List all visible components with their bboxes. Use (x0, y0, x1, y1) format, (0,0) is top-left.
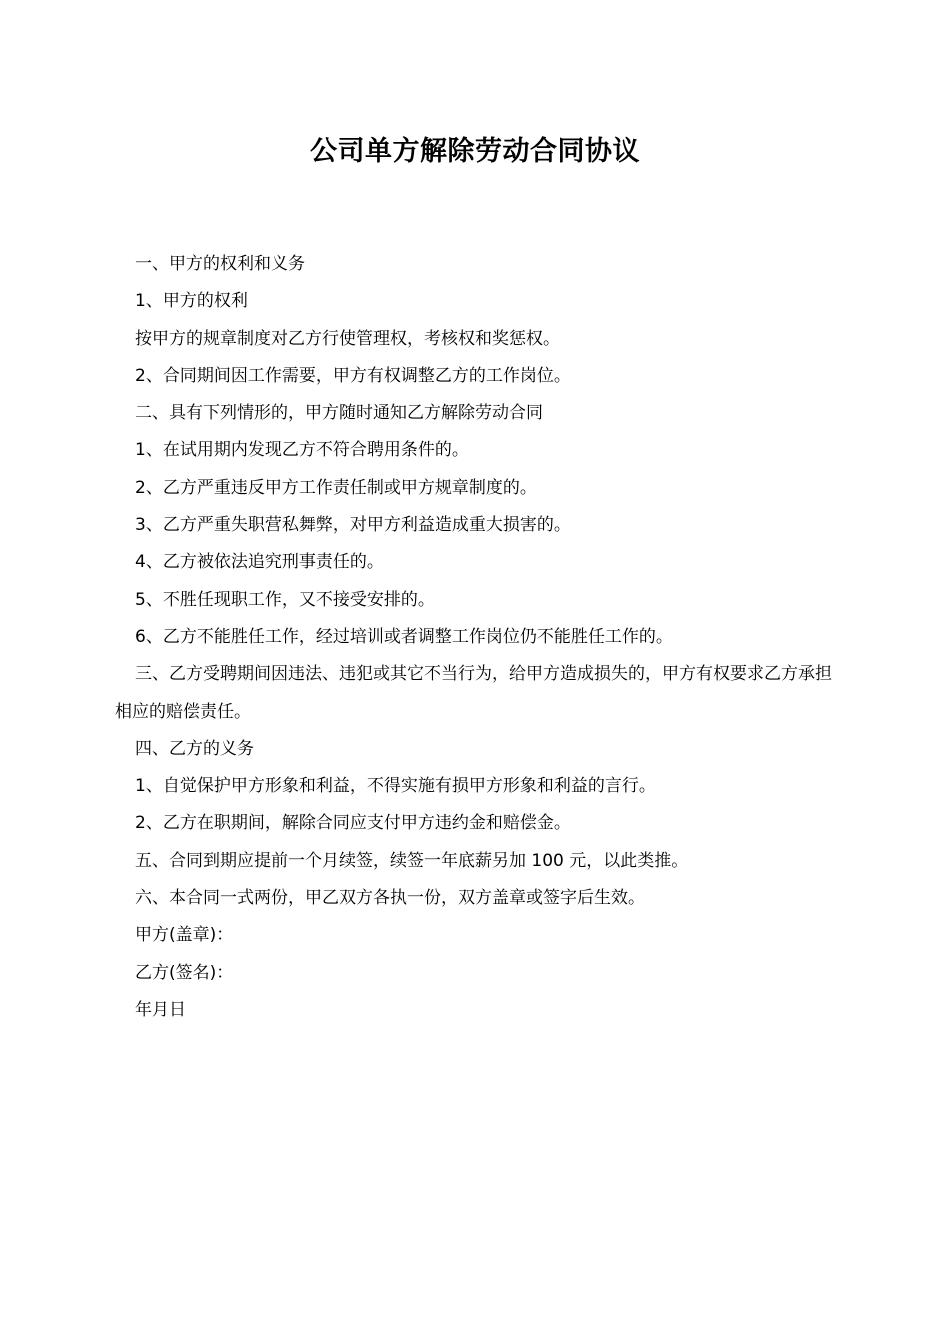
party-a-signature-line: 甲方(盖章)： (135, 925, 234, 946)
list-item: 1、自觉保护甲方形象和利益，不得实施有损甲方形象和利益的言行。 (135, 776, 656, 797)
list-item: 3、乙方严重失职营私舞弊，对甲方利益造成重大损害的。 (135, 515, 571, 536)
list-item: 2、乙方严重违反甲方工作责任制或甲方规章制度的。 (135, 477, 537, 498)
date-line: 年月日 (135, 999, 186, 1020)
document-body (115, 246, 840, 1029)
paragraph: 2、合同期间因工作需要，甲方有权调整乙方的工作岗位。 (135, 365, 571, 386)
section-heading-1: 一、甲方的权利和义务 (135, 254, 305, 274)
list-item: 6、乙方不能胜任工作，经过培训或者调整工作岗位仍不能胜任工作的。 (135, 626, 673, 647)
party-b-signature-line: 乙方(签名)： (135, 962, 234, 983)
section-paragraph-5: 五、合同到期应提前一个月续签，续签一年底薪另加 100 元，以此类推。 (135, 850, 689, 871)
document-title: 公司单方解除劳动合同协议 (310, 136, 640, 167)
section-paragraph-6: 六、本合同一式两份，甲乙双方各执一份，双方盖章或签字后生效。 (135, 888, 645, 909)
section-paragraph-3: 三、乙方受聘期间因违法、违犯或其它不当行为，给甲方造成损失的，甲方有权要求乙方承担相应的赔偿责任。 (115, 664, 832, 722)
list-item: 5、不胜任现职工作，又不接受安排的。 (135, 589, 435, 610)
list-item: 4、乙方被依法追究刑事责任的。 (135, 552, 384, 573)
section-heading-2: 二、具有下列情形的，甲方随时通知乙方解除劳动合同 (135, 403, 543, 424)
paragraph: 按甲方的规章制度对乙方行使管理权，考核权和奖惩权。 (135, 328, 560, 349)
subsection-heading: 1、甲方的权利 (135, 291, 248, 312)
list-item: 1、在试用期内发现乙方不符合聘用条件的。 (135, 440, 469, 461)
section-heading-4: 四、乙方的义务 (135, 738, 254, 759)
list-item: 2、乙方在职期间，解除合同应支付甲方违约金和赔偿金。 (135, 813, 571, 834)
